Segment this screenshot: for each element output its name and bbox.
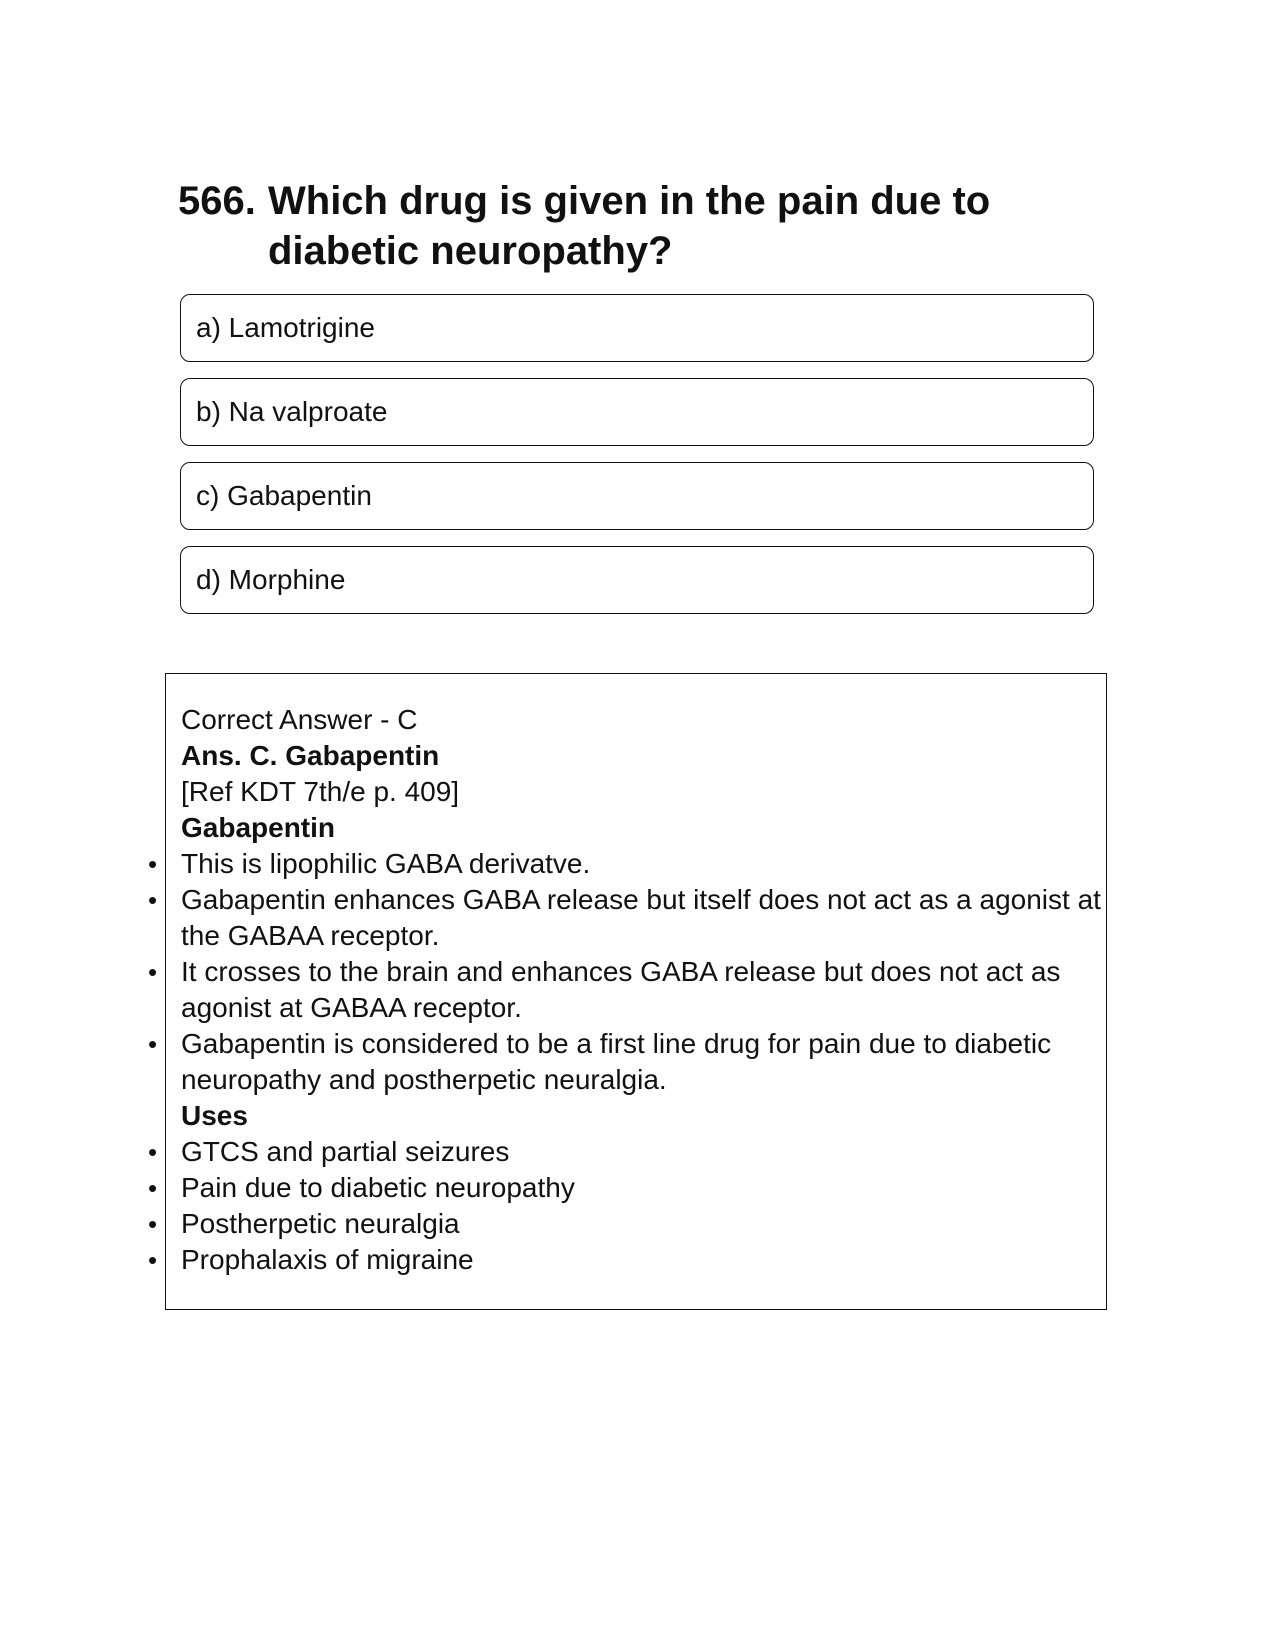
list-item-text: GTCS and partial seizures [181, 1136, 510, 1167]
list-item [148, 954, 1101, 1026]
bullet-icon: • [148, 1173, 158, 1203]
question-text: Which drug is given in the pain due to diabetic neuropathy? [268, 179, 991, 273]
section-title-gabapentin: Gabapentin [181, 812, 336, 843]
bullet-icon: • [148, 1245, 158, 1275]
list-item [148, 882, 1101, 954]
bullet-icon: • [148, 1029, 158, 1059]
option-b[interactable]: b) Na valproate [180, 378, 1094, 446]
option-a[interactable]: a) Lamotrigine [180, 294, 1094, 362]
list-item [148, 1026, 1101, 1098]
answer-explanation [148, 702, 1101, 1278]
option-c[interactable]: c) Gabapentin [180, 462, 1094, 530]
question-heading [178, 176, 1078, 276]
list-item [148, 846, 1101, 882]
list-item [148, 1242, 1101, 1278]
list-item-text: Gabapentin enhances GABA release but itself does not act as a agonist at the GABAA receptor. [181, 884, 1101, 951]
list-item [148, 1206, 1101, 1242]
bullet-icon: • [148, 849, 158, 879]
list-item-text: Prophalaxis of migraine [181, 1244, 474, 1275]
bullet-icon: • [148, 885, 158, 915]
answer-reference: [Ref KDT 7th/e p. 409] [181, 776, 460, 807]
list-item-text: Postherpetic neuralgia [181, 1208, 460, 1239]
list-item-text: This is lipophilic GABA derivatve. [181, 848, 591, 879]
gabapentin-points-list [148, 846, 1101, 1098]
option-d[interactable]: d) Morphine [180, 546, 1094, 614]
question-number: 566. [178, 179, 256, 223]
list-item [148, 1134, 1101, 1170]
list-item-text: Pain due to diabetic neuropathy [181, 1172, 575, 1203]
correct-answer-label: Correct Answer - C [181, 704, 418, 735]
bullet-icon: • [148, 1209, 158, 1239]
options-list [180, 294, 1094, 630]
uses-list [148, 1134, 1101, 1278]
bullet-icon: • [148, 1137, 158, 1167]
list-item [148, 1170, 1101, 1206]
list-item-text: It crosses to the brain and enhances GABA release but does not act as agonist at GABAA receptor. [181, 956, 1061, 1023]
list-item-text: Gabapentin is considered to be a first line drug for pain due to diabetic neuropathy and postherpetic neuralgia. [181, 1028, 1052, 1095]
answer-heading: Ans. C. Gabapentin [181, 740, 440, 771]
section-title-uses: Uses [181, 1100, 248, 1131]
bullet-icon: • [148, 957, 158, 987]
